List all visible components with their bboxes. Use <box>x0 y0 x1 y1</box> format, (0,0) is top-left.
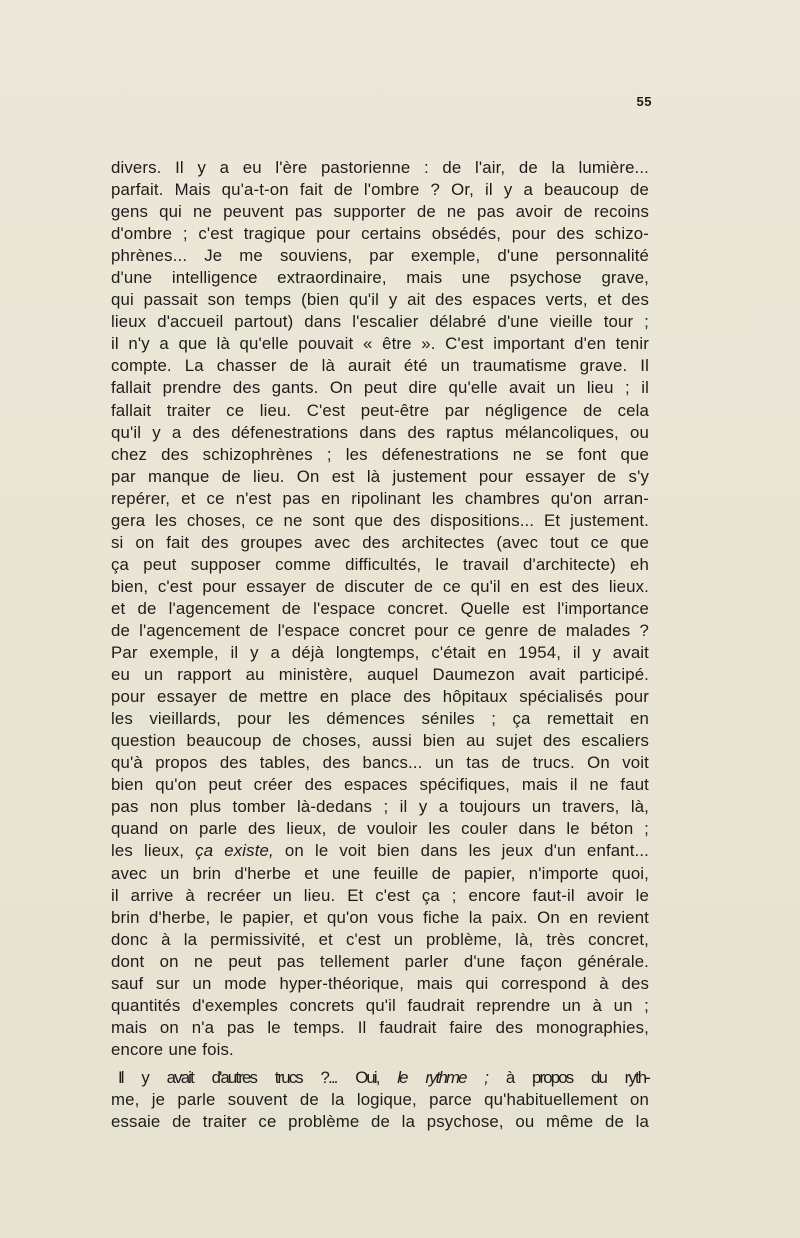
text-line: qu'à propos des tables, des bancs... un tas de trucs. On voit <box>111 753 649 773</box>
text-line: les lieux, ça existe, on le voit bien dans les jeux d'un enfant... <box>111 841 649 861</box>
text-line: qui passait son temps (bien qu'il y ait des espaces verts, et des <box>111 290 649 310</box>
text-line: Il y avait d'autres trucs ?... Oui, le rythme ; à propos du ryth- <box>118 1067 649 1087</box>
text-line: de l'agencement de l'espace concret pour ce genre de malades ? <box>111 620 649 640</box>
text-line: pour essayer de mettre en place des hôpitaux spécialisés pour <box>111 687 649 707</box>
text-line: essaie de traiter ce problème de la psychose, ou même de la <box>111 1112 649 1132</box>
text-line: d'ombre ; c'est tragique pour certains obsédés, pour des schizo- <box>111 224 649 244</box>
text-line: bien, c'est pour essayer de discuter de ce qu'il en est des lieux. <box>111 576 649 596</box>
text-line: pas non plus tomber là-dedans ; il y a toujours un travers, là, <box>111 797 649 817</box>
text-line: repérer, et ce n'est pas en ripolinant les chambres qu'on arran- <box>111 488 649 508</box>
text-line: Par exemple, il y a déjà longtemps, c'était en 1954, il y avait <box>111 643 649 663</box>
text-line: si on fait des groupes avec des architectes (avec tout ce que <box>111 532 649 552</box>
text-line: brin d'herbe, le papier, et qu'on vous fiche la paix. On en revient <box>111 907 649 927</box>
text-line: ça peut supposer comme difficultés, le travail d'architecte) eh <box>111 554 649 574</box>
text-line: compte. La chasser de là aurait été un traumatisme grave. Il <box>111 356 649 376</box>
text-line: sauf sur un mode hyper-théorique, mais qui correspond à des <box>111 973 649 993</box>
italic-phrase: ça existe, <box>195 841 274 861</box>
text-line: avec un brin d'herbe et une feuille de papier, n'importe quoi, <box>111 863 649 883</box>
italic-phrase: le rythme ; <box>397 1067 488 1087</box>
body-text <box>111 157 649 1133</box>
text-line: parfait. Mais qu'a-t-on fait de l'ombre ? Or, il y a beaucoup de <box>111 180 649 200</box>
text-line: quand on parle des lieux, de vouloir les couler dans le béton ; <box>111 819 649 839</box>
text-line: encore une fois. <box>111 1039 234 1059</box>
text-line: fallait traiter ce lieu. C'est peut-être par négligence de cela <box>111 400 649 420</box>
text-line: eu un rapport au ministère, auquel Daumezon avait participé. <box>111 665 649 685</box>
text-line: gens qui ne peuvent pas supporter de ne pas avoir de recoins <box>111 202 649 222</box>
paragraph-1 <box>111 157 649 1061</box>
text-line: bien qu'on peut créer des espaces spécifiques, mais il ne faut <box>111 775 649 795</box>
text-line: chez des schizophrènes ; les défenestrations ne se font que <box>111 444 649 464</box>
paragraph-2 <box>111 1067 649 1133</box>
text-line: il arrive à recréer un lieu. Et c'est ça ; encore faut-il avoir le <box>111 885 649 905</box>
text-line: phrènes... Je me souviens, par exemple, d'une personnalité <box>111 246 649 266</box>
text-line: fallait prendre des gants. On peut dire qu'elle avait un lieu ; il <box>111 378 649 398</box>
text-line: question beaucoup de choses, aussi bien au sujet des escaliers <box>111 731 649 751</box>
text-line: quantités d'exemples concrets qu'il faudrait reprendre un à un ; <box>111 995 649 1015</box>
text-line: il n'y a que là qu'elle pouvait « être ». C'est important d'en tenir <box>111 334 649 354</box>
page-number: 55 <box>636 94 652 109</box>
text-line: mais on n'a pas le temps. Il faudrait faire des monographies, <box>111 1017 649 1037</box>
text-line: gera les choses, ce ne sont que des dispositions... Et justement. <box>111 510 649 530</box>
text-line: et de l'agencement de l'espace concret. Quelle est l'importance <box>111 598 649 618</box>
text-line: donc à la permissivité, et c'est un problème, là, très concret, <box>111 929 649 949</box>
text-line: divers. Il y a eu l'ère pastorienne : de l'air, de la lumière... <box>111 158 649 177</box>
text-line: d'une intelligence extraordinaire, mais une psychose grave, <box>111 268 649 288</box>
text-line: qu'il y a des défenestrations dans des raptus mélancoliques, ou <box>111 422 649 442</box>
text-line: lieux d'accueil partout) dans l'escalier délabré d'une vieille tour ; <box>111 312 649 332</box>
text-line: les vieillards, pour les démences séniles ; ça remettait en <box>111 709 649 729</box>
text-line: par manque de lieu. On est là justement pour essayer de s'y <box>111 466 649 486</box>
text-line: dont on ne peut pas tellement parler d'une façon générale. <box>111 951 649 971</box>
text-line: me, je parle souvent de la logique, parce qu'habituellement on <box>111 1089 649 1109</box>
